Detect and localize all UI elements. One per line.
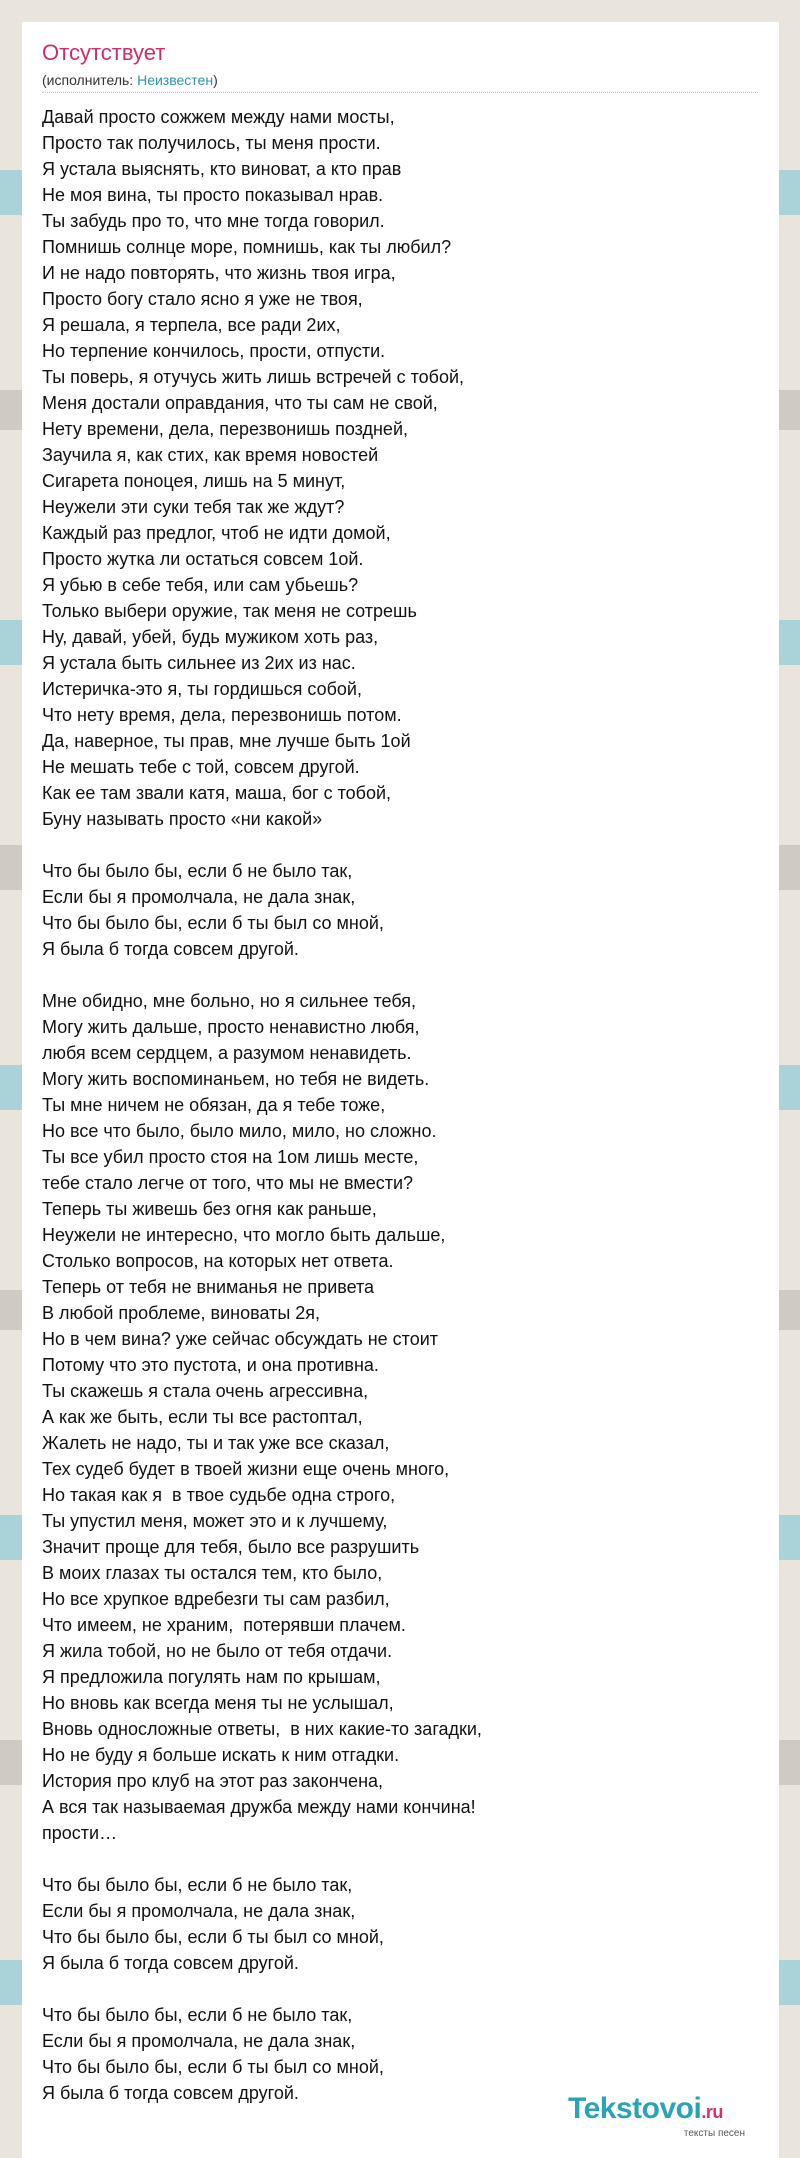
lyric-line: Не мешать тебе с той, совсем другой. (42, 757, 360, 777)
lyric-line: Просто жутка ли остаться совсем 1ой. (42, 549, 364, 569)
performer-suffix: ) (213, 72, 218, 88)
lyric-line: Ты мне ничем не обязан, да я тебе тоже, (42, 1095, 386, 1115)
lyric-line: Я предложила погулять нам по крышам, (42, 1667, 381, 1687)
lyric-line: Ты поверь, я отучусь жить лишь встречей с тобой, (42, 367, 465, 387)
title-divider (42, 92, 758, 93)
lyric-line: Что бы было бы, если б не было так, (42, 2005, 353, 2025)
stanza (42, 858, 758, 962)
lyric-line: Я устала быть сильнее из 2их из нас. (42, 653, 356, 673)
lyric-line: Но в чем вина? уже сейчас обсуждать не стоит (42, 1329, 439, 1349)
lyric-line: Ты упустил меня, может это и к лучшему, (42, 1511, 388, 1531)
stanza (42, 988, 758, 1846)
site-logo[interactable] (568, 2092, 753, 2142)
lyric-line: Жалеть не надо, ты и так уже все сказал, (42, 1433, 390, 1453)
lyric-line: Значит проще для тебя, было все разрушить (42, 1537, 420, 1557)
lyrics-card (22, 22, 779, 2158)
lyric-line: Ты скажешь я стала очень агрессивна, (42, 1381, 369, 1401)
lyric-line: Но такая как я в твое судьбе одна строго, (42, 1485, 396, 1505)
lyric-line: Нету времени, дела, перезвонишь поздней, (42, 419, 409, 439)
lyric-line: Сигарета поноцея, лишь на 5 минут, (42, 471, 346, 491)
lyric-line: Давай просто сожжем между нами мосты, (42, 107, 395, 127)
lyric-line: Я была б тогда совсем другой. (42, 939, 299, 959)
lyric-line: Просто богу стало ясно я уже не твоя, (42, 289, 363, 309)
lyric-line: Не моя вина, ты просто показывал нрав. (42, 185, 384, 205)
lyric-line: Что бы было бы, если б ты был со мной, (42, 2057, 384, 2077)
lyric-line: Я была б тогда совсем другой. (42, 2083, 299, 2103)
logo-suffix: .ru (701, 2102, 723, 2122)
lyric-line: Но вновь как всегда меня ты не услышал, (42, 1693, 394, 1713)
lyric-line: Как ее там звали катя, маша, бог с тобой, (42, 783, 392, 803)
lyric-line: Я устала выяснять, кто виноват, а кто прав (42, 159, 402, 179)
lyric-line: Но не буду я больше искать к ним отгадки. (42, 1745, 400, 1765)
lyric-line: любя всем сердцем, а разумом ненавидеть. (42, 1043, 412, 1063)
lyric-line: Если бы я промолчала, не дала знак, (42, 887, 356, 907)
lyric-line: Вновь односложные ответы, в них какие-то загадки, (42, 1719, 482, 1739)
lyric-line: Мне обидно, мне больно, но я сильнее тебя, (42, 991, 416, 1011)
lyric-line: Теперь от тебя не вниманья не привета (42, 1277, 375, 1297)
lyric-line: Я убью в себе тебя, или сам убьешь? (42, 575, 359, 595)
performer-prefix: (исполнитель: (42, 72, 138, 88)
lyric-line: Да, наверное, ты прав, мне лучше быть 1ой (42, 731, 411, 751)
lyric-line: Я жила тобой, но не было от тебя отдачи. (42, 1641, 393, 1661)
lyric-line: Потому что это пустота, и она противна. (42, 1355, 379, 1375)
lyric-line: тебе стало легче от того, что мы не вмести? (42, 1173, 414, 1193)
lyric-line: Что бы было бы, если б не было так, (42, 1875, 353, 1895)
lyric-line: Каждый раз предлог, чтоб не идти домой, (42, 523, 391, 543)
lyric-line: Но все хрупкое вдребезги ты сам разбил, (42, 1589, 390, 1609)
lyric-line: Но терпение кончилось, прости, отпусти. (42, 341, 386, 361)
lyric-line: Что нету время, дела, перезвонишь потом. (42, 705, 402, 725)
lyric-line: Я решала, я терпела, все ради 2их, (42, 315, 341, 335)
lyric-line: Но все что было, было мило, мило, но сложно. (42, 1121, 437, 1141)
lyric-line: Теперь ты живешь без огня как раньше, (42, 1199, 377, 1219)
lyric-line: Если бы я промолчала, не дала знак, (42, 2031, 356, 2051)
lyric-line: В моих глазах ты остался тем, кто было, (42, 1563, 383, 1583)
lyric-line: Если бы я промолчала, не дала знак, (42, 1901, 356, 1921)
lyric-line: Помнишь солнце море, помнишь, как ты любил? (42, 237, 452, 257)
lyric-line: Заучила я, как стих, как время новостей (42, 445, 379, 465)
stanza (42, 2002, 758, 2106)
lyric-line: Тех судеб будет в твоей жизни еще очень много, (42, 1459, 450, 1479)
stanza (42, 1872, 758, 1976)
lyric-line: Меня достали оправдания, что ты сам не свой, (42, 393, 438, 413)
lyric-line: Истеричка-это я, ты гордишься собой, (42, 679, 362, 699)
lyric-line: прости… (42, 1823, 118, 1843)
lyric-line: Неужели не интересно, что могло быть дальше, (42, 1225, 446, 1245)
lyric-line: В любой проблеме, виноваты 2я, (42, 1303, 321, 1323)
lyric-line: Ты все убил просто стоя на 1ом лишь месте, (42, 1147, 419, 1167)
lyric-line: А как же быть, если ты все растоптал, (42, 1407, 363, 1427)
lyric-line: Я была б тогда совсем другой. (42, 1953, 299, 1973)
logo-tagline: тексты песен (683, 2128, 745, 2139)
lyric-line: А вся так называемая дружба между нами кончина! (42, 1797, 476, 1817)
lyric-line: Могу жить воспоминаньем, но тебя не видеть. (42, 1069, 430, 1089)
lyric-line: Просто так получилось, ты меня прости. (42, 133, 381, 153)
lyric-line: Что имеем, не храним, потерявши плачем. (42, 1615, 406, 1635)
lyric-line: Что бы было бы, если б ты был со мной, (42, 913, 384, 933)
lyric-line: И не надо повторять, что жизнь твоя игра, (42, 263, 396, 283)
performer-line (42, 72, 218, 88)
logo-wordmark (568, 2092, 723, 2126)
song-title: Отсутствует (42, 40, 166, 65)
lyric-line: Могу жить дальше, просто ненавистно любя, (42, 1017, 420, 1037)
lyric-line: Ну, давай, убей, будь мужиком хоть раз, (42, 627, 379, 647)
lyric-line: Столько вопросов, на которых нет ответа. (42, 1251, 394, 1271)
lyrics-text (42, 104, 758, 2132)
lyric-line: Что бы было бы, если б не было так, (42, 861, 353, 881)
lyric-line: Буну называть просто «ни какой» (42, 809, 323, 829)
performer-link[interactable]: Неизвестен (137, 72, 214, 88)
lyric-line: Ты забудь про то, что мне тогда говорил. (42, 211, 385, 231)
stanza (42, 104, 758, 832)
lyric-line: Только выбери оружие, так меня не сотрешь (42, 601, 417, 621)
lyric-line: Что бы было бы, если б ты был со мной, (42, 1927, 384, 1947)
lyric-line: Неужели эти суки тебя так же ждут? (42, 497, 345, 517)
logo-main-text: Tekstovoi (568, 2092, 702, 2125)
lyric-line: История про клуб на этот раз закончена, (42, 1771, 384, 1791)
